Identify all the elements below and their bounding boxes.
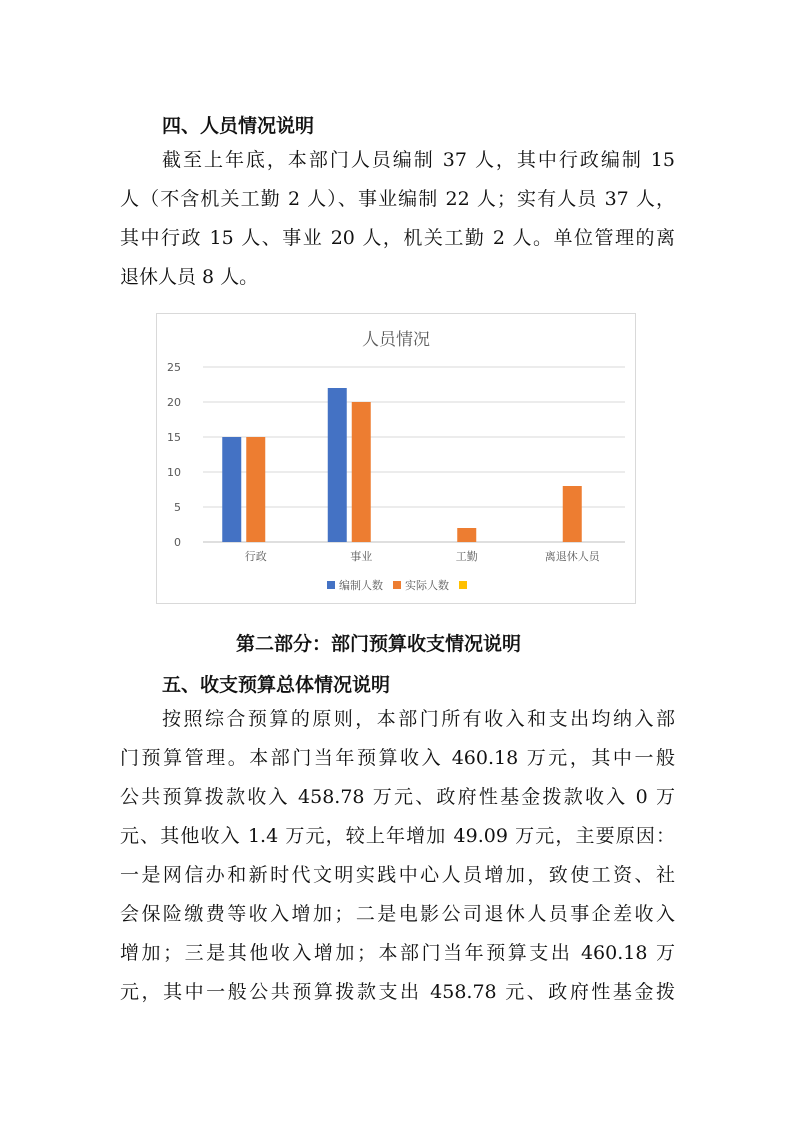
- x-tick-label: 离退休人员: [544, 550, 600, 563]
- chart-legend: [157, 577, 637, 593]
- section-5-line-1: 按照综合预算的原则，本部门所有收入和支出均纳入部: [162, 708, 675, 730]
- section-5-line-6: 会保险缴费等收入增加；二是电影公司退休人员事企差收入: [120, 903, 675, 925]
- legend-swatch-authorized: [327, 581, 335, 589]
- y-tick-label: 0: [174, 536, 181, 549]
- section-4-line-3: 其中行政 15 人、事业 20 人，机关工勤 2 人。单位管理的离: [120, 227, 675, 249]
- bar: [352, 402, 371, 542]
- legend-item-third: [459, 577, 467, 593]
- y-tick-label: 25: [167, 361, 181, 374]
- section-5-heading: 五、收支预算总体情况说明: [162, 674, 391, 696]
- legend-label-actual: 实际人数: [405, 579, 449, 592]
- bar: [246, 437, 265, 542]
- legend-swatch-actual: [393, 581, 401, 589]
- x-tick-label: 工勤: [455, 550, 478, 563]
- chart-title: 人员情况: [362, 330, 430, 350]
- section-5-line-5: 一是网信办和新时代文明实践中心人员增加，致使工资、社: [120, 864, 675, 886]
- legend-item-actual: [393, 577, 449, 593]
- bar: [222, 437, 241, 542]
- bar: [328, 388, 347, 542]
- section-5-line-2: 门预算管理。本部门当年预算收入 460.18 万元，其中一般: [120, 747, 675, 769]
- section-5-line-8: 元，其中一般公共预算拨款支出 458.78 元、政府性基金拨: [120, 981, 675, 1003]
- section-5-line-3: 公共预算拨款收入 458.78 万元、政府性基金拨款收入 0 万: [120, 786, 675, 808]
- bar: [457, 528, 476, 542]
- x-tick-label: 行政: [244, 550, 267, 563]
- bar: [563, 486, 582, 542]
- y-tick-label: 20: [167, 396, 181, 409]
- section-5-line-4: 元、其他收入 1.4 万元，较上年增加 49.09 万元，主要原因：: [120, 825, 675, 847]
- section-4-heading: 四、人员情况说明: [162, 115, 315, 137]
- staff-bar-chart-svg: [157, 314, 635, 603]
- y-tick-label: 10: [167, 466, 181, 479]
- section-4-line-4: 退休人员 8 人。: [120, 266, 259, 288]
- part-2-heading: 第二部分：部门预算收支情况说明: [236, 633, 522, 655]
- x-tick-label: 事业: [350, 550, 373, 563]
- legend-label-authorized: 编制人数: [339, 579, 383, 592]
- section-4-line-1: 截至上年底，本部门人员编制 37 人，其中行政编制 15: [162, 149, 675, 171]
- section-4-line-2: 人（不含机关工勤 2 人）、事业编制 22 人；实有人员 37 人，: [120, 188, 675, 210]
- legend-swatch-third: [459, 581, 467, 589]
- section-5-line-7: 增加；三是其他收入增加；本部门当年预算支出 460.18 万: [120, 942, 675, 964]
- legend-item-authorized: [327, 577, 383, 593]
- y-tick-label: 15: [167, 431, 181, 444]
- y-tick-label: 5: [174, 501, 181, 514]
- staff-chart: [156, 313, 636, 604]
